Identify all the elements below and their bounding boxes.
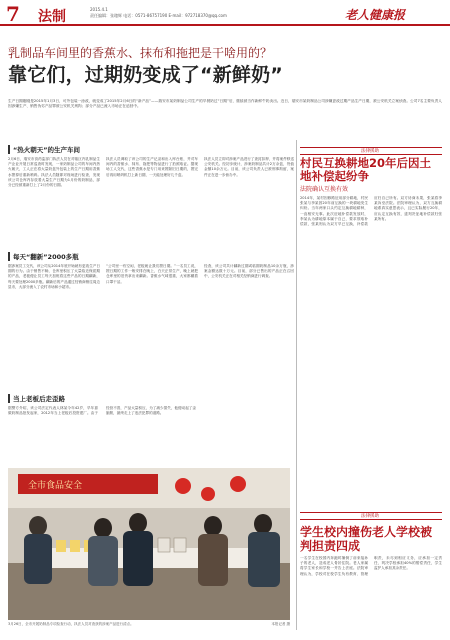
section3-text: 据警方介绍，该公司法定代表人林某今年42岁，早年靠做奶制品批发起家，2012年当上老板后投资建厂。由于经营不善，产品大量积压，为了减少损失，他便动起了歪脑筋，最终走上了违法犯罪的道路。: [8, 406, 196, 416]
section1-col3: 执法人员立即对涉案产品进行了查封扣押，并将案件移送公安机关。经初步统计，涉案奶制品共计2万余盒，货值金额10余万元。目前，该公司负责人已被刑事拘留，案件正在进一步侦办中。: [204, 157, 294, 177]
right-story1-text: 2014年，某村因修路征用部分耕地，村民张某与李某因20年前互换的一块耕地发生纠纷。当年两家口头约定互换耕地耕种，一直相安无事。此次征地补偿款发放时，李某认为耕地原本属于自己，要求领取补偿款，张某则认为双方早已互换，补偿款应归自己所有。双方协商未果，张某将李某诉至法院。法院审理认为，双方互换耕地系真实意思表示，且已实际履行20年，应认定互换有效，遂判决征地补偿款归张某所有。: [300, 196, 442, 227]
section1-title: “热火朝天”的生产车间: [8, 145, 80, 154]
photo-credit: 本报记者 摄: [271, 622, 290, 626]
photo-scene: [8, 468, 290, 620]
page-number: 7: [6, 2, 20, 26]
right-story1-headline: 村民互换耕地20年后因土地补偿起纷争: [300, 156, 432, 183]
lead-intro: 生产日期刚刚是2015年1月3日，可外包装一涂改，就变成了2015年2月6日的“新产品”——瑞安市某奶制品公司生产的早餐奶过“日期”后，继续被当作新鲜牛奶卖出。近日，瑞安市某奶制品公司涉嫌更改过期产品生产日期，被公安机关立案侦查。公司7名主要负责人因涉嫌生产、销售伪劣产品罪被公安机关刑拘；部分产品已流入市场正在追回中。: [8, 99, 442, 109]
section2-title: 每天“翻新”2000多瓶: [8, 252, 79, 261]
lead-kicker: 乳制品车间里的香蕉水、抹布和拖把是干啥用的？: [8, 46, 273, 60]
photo-caption-text: 3月26日，全市开展奶制品专项检查行动，执法人员对查获的涉案产品进行清点。: [8, 622, 134, 626]
photo-banner-text: 全市食品安全: [28, 481, 83, 491]
lead-headline: 靠它们，过期奶变成了“新鲜奶”: [8, 64, 283, 86]
photo-caption: [8, 622, 290, 627]
news-photo: [8, 468, 290, 620]
section2-col1: 据涉案员工交代，该公司从2014年底开始就有更改生产日期的行为。由于销售不畅，仓库里积压了大量临近保质期的产品，老板便让员工每天加班将这些产品的日期翻新，每天要处理2000多瓶。翻新后的产品通过经销商销往周边县市，大部分流入了农村市场和小超市。: [8, 264, 100, 289]
section3-title: 当上老板后走歪路: [8, 394, 65, 403]
column-divider: [296, 140, 297, 630]
right-story1-tag: 法律援助: [330, 148, 410, 154]
section-title: 法制: [38, 9, 66, 25]
right-story2-tag: 法律援助: [330, 513, 410, 519]
right-story2-text: 一名学生在校园内奔跑时撞倒了前来接孙子的老人，造成老人骨折住院。老人家属将学生家长和学校一并告上法庭。法院审理认为，学校对在校学生负有教育、管理职责，未尽到相应义务，应承担一定责任，判决学校承担40%的赔偿责任，学生监护人承担其余责任。: [300, 556, 442, 576]
right-story2-headline: 学生校内撞伤老人学校被判担责四成: [300, 525, 433, 553]
section1-col2: 执法人员调取了该公司的生产记录和出入库台账，并对车间内的香蕉水、抹布、拖把等物品进行了拍照取证。据现场工人交代，这些香蕉水是专门用来擦除旧日期的，擦完后再用喷码机打上新日期，一天能处理好几千盒。: [106, 157, 198, 177]
editor-info: [90, 7, 227, 19]
section2-col3: 经查，该公司共计翻新过期或临期奶制品10余万瓶，涉案金额达数十万元。目前，部分已售出的产品正在召回中，公安机关正在对相关经销商进行调查。: [204, 264, 294, 279]
section2-col2: “公司里一有空闲，老板就让我们擦日期。”一名员工说，擦日期的工作一般安排在晚上，白天正常生产，晚上就把仓库里的旧货拿出来翻新。香蕉水气味很重，大家都戴着口罩干活。: [106, 264, 198, 284]
section1-col1: 2月6日，瑞安市食药监部门执法人员在对辖区内乳制品生产企业开展日常巡查时发现，一家奶制品公司的车间内热火朝天，工人正在将大量奶盒外包装上的生产日期用香蕉水擦掉后重新喷码。执法人员随即对现场进行检查，发现该公司仓库内存放着大量生产日期为1月份的奶制品，部分已经被重新打上了2月份的日期。: [8, 157, 100, 188]
newspaper-brand: 老人健康报: [345, 8, 406, 22]
right-story1-subhead: 法院确认互换有效: [300, 186, 349, 193]
editor-line: 责任编辑：张璁辉 电话：0571-86757190 E-mail：972718370@qq.com: [90, 13, 227, 18]
date-line: 2015.4.1: [90, 7, 108, 12]
